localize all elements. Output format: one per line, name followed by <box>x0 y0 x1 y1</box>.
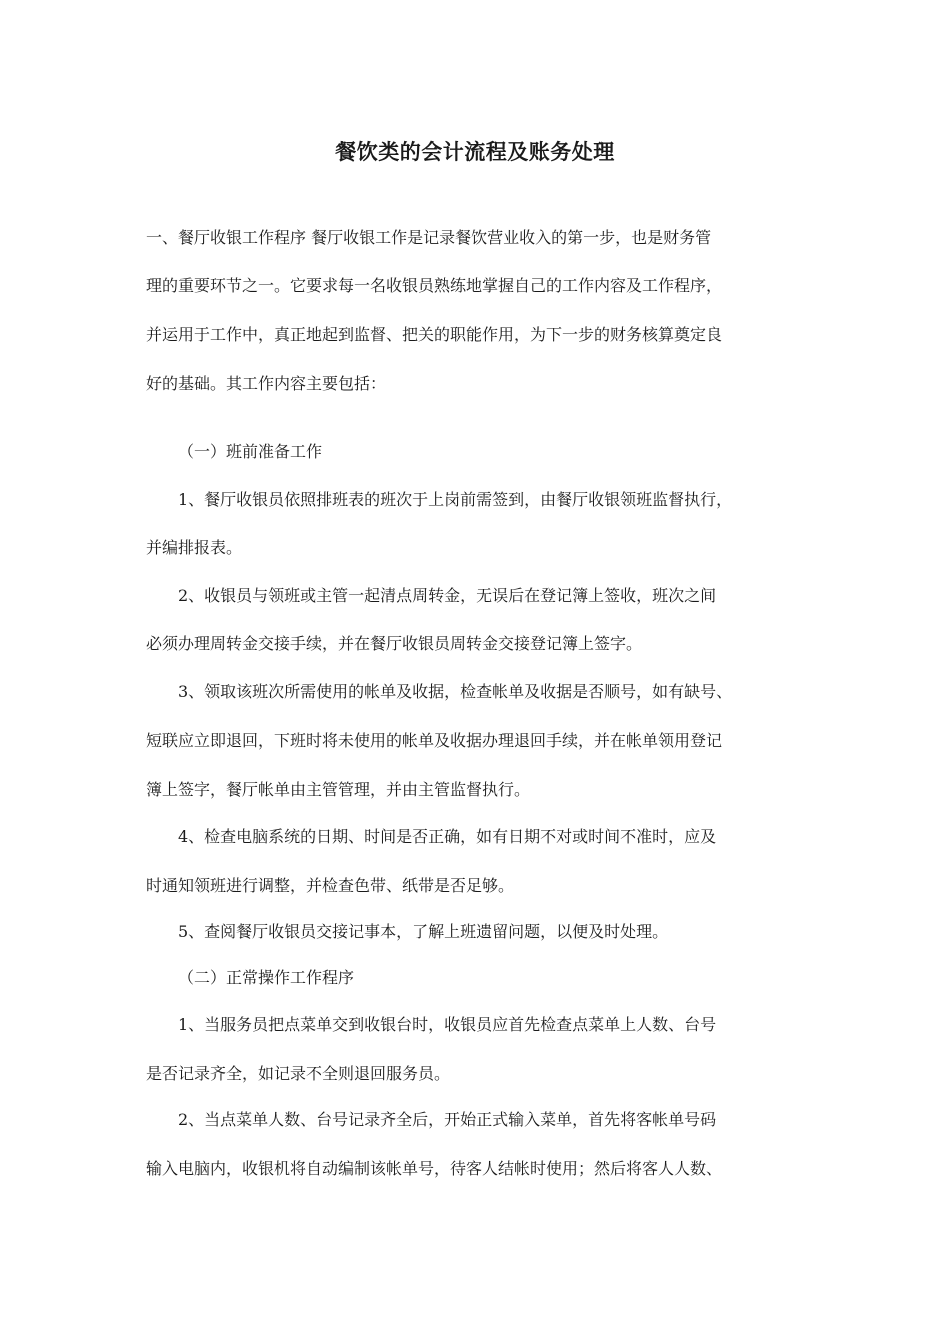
paragraph-line: 时通知领班进行调整，并检查色带、纸带是否足够。 <box>146 876 515 895</box>
paragraph-line: 1、餐厅收银员依照排班表的班次于上岗前需签到，由餐厅收银领班监督执行， <box>178 490 733 509</box>
paragraph-line: 2、当点菜单人数、台号记录齐全后，开始正式输入菜单，首先将客帐单号码 <box>178 1110 717 1129</box>
paragraph-line: 3、领取该班次所需使用的帐单及收据，检查帐单及收据是否顺号，如有缺号、 <box>178 682 733 701</box>
paragraph-line: 必须办理周转金交接手续，并在餐厅收银员周转金交接登记簿上签字。 <box>146 634 643 653</box>
paragraph-line: 并运用于工作中，真正地起到监督、把关的职能作用，为下一步的财务核算奠定良 <box>146 325 723 344</box>
paragraph-line: 5、查阅餐厅收银员交接记事本，了解上班遗留问题，以便及时处理。 <box>178 922 669 941</box>
paragraph-line: 簿上签字，餐厅帐单由主管管理，并由主管监督执行。 <box>146 780 531 799</box>
paragraph-line: 是否记录齐全，如记录不全则退回服务员。 <box>146 1064 451 1083</box>
section-heading: （二）正常操作工作程序 <box>178 968 355 987</box>
paragraph-line: 1、当服务员把点菜单交到收银台时，收银员应首先检查点菜单上人数、台号 <box>178 1015 717 1034</box>
paragraph-line: 输入电脑内，收银机将自动编制该帐单号，待客人结帐时使用；然后将客人人数、 <box>146 1159 723 1178</box>
paragraph-line: 4、检查电脑系统的日期、时间是否正确，如有日期不对或时间不准时，应及 <box>178 827 717 846</box>
section-heading: （一）班前准备工作 <box>178 442 323 461</box>
paragraph-line: 好的基础。其工作内容主要包括： <box>146 374 387 393</box>
document-title: 餐饮类的会计流程及账务处理 <box>335 140 615 164</box>
paragraph-line: 一、餐厅收银工作程序 餐厅收银工作是记录餐饮营业收入的第一步，也是财务管 <box>146 228 712 247</box>
paragraph-line: 短联应立即退回，下班时将未使用的帐单及收据办理退回手续，并在帐单领用登记 <box>146 731 723 750</box>
paragraph-line: 2、收银员与领班或主管一起清点周转金，无误后在登记簿上签收，班次之间 <box>178 586 717 605</box>
paragraph-line: 理的重要环节之一。它要求每一名收银员熟练地掌握自己的工作内容及工作程序， <box>146 276 723 295</box>
paragraph-line: 并编排报表。 <box>146 538 243 557</box>
